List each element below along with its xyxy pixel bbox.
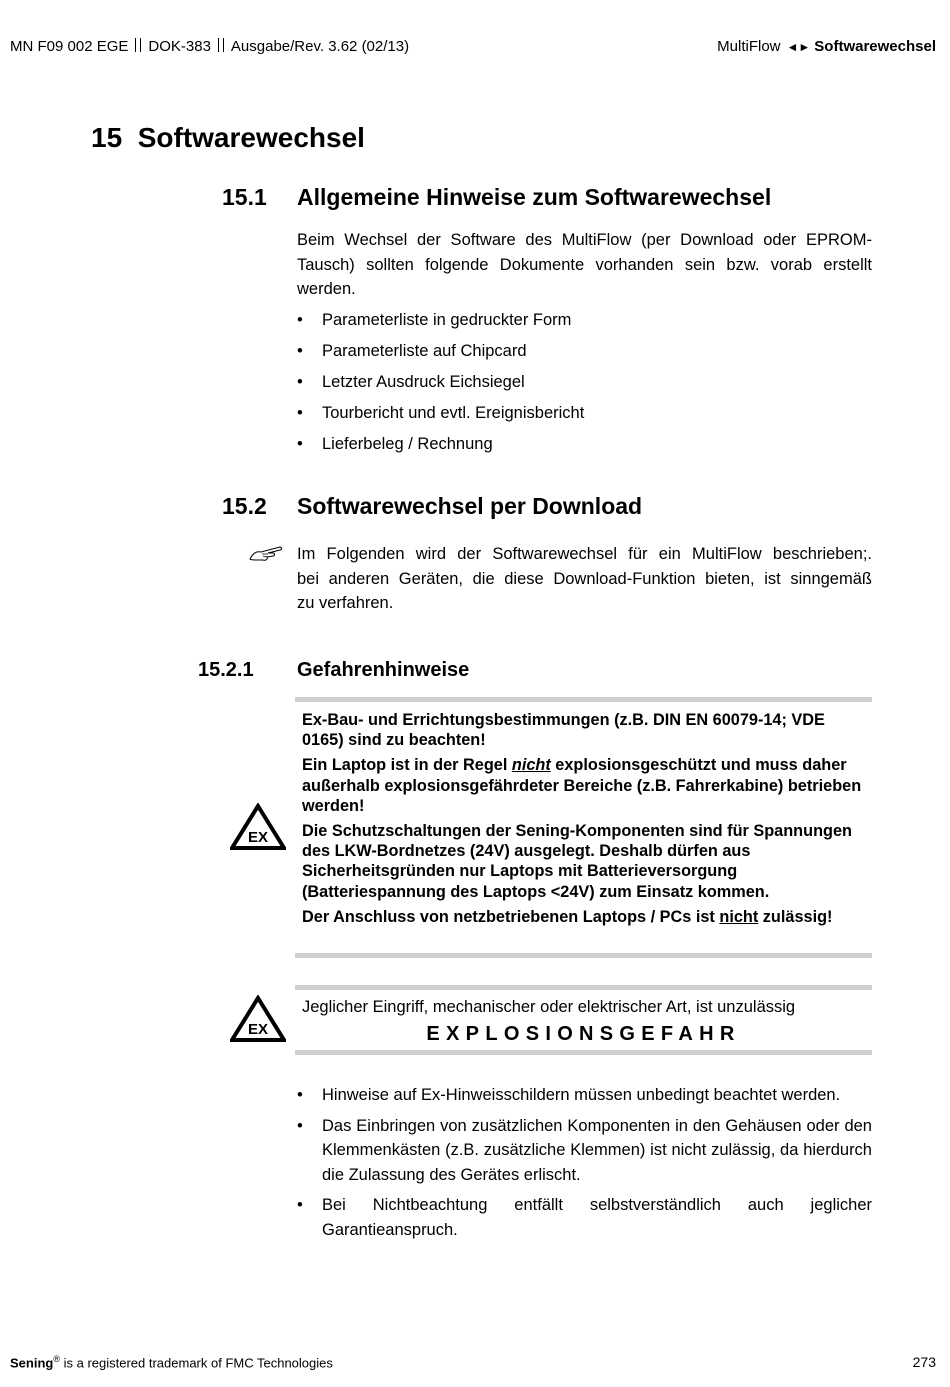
subsection-title: Gefahrenhinweise xyxy=(297,659,470,681)
page-header-left xyxy=(10,38,409,55)
bullet-icon: • xyxy=(297,1086,303,1104)
text-line: zu verfahren. xyxy=(297,594,394,613)
page-footer-trademark xyxy=(10,1354,333,1370)
bullet-icon: • xyxy=(297,1196,303,1215)
chapter-heading xyxy=(91,122,365,154)
section-title: Softwarewechsel per Download xyxy=(297,493,643,519)
section-number: 15.1 xyxy=(222,184,267,210)
dok-number: DOK-383 xyxy=(148,38,211,55)
list-item: • Hinweise auf Ex-Hinweisschildern müssen unbedingt beachtet werden. xyxy=(297,1083,872,1108)
warning-box-explosion xyxy=(295,985,872,1055)
text-line: Im Folgenden wird der Softwarewechsel für ein MultiFlow beschrieben;. xyxy=(297,545,872,563)
emphasis: nicht xyxy=(719,907,759,926)
warning-text: Die Schutzschaltungen der Sening-Komponenten sind für Spannungen des LKW-Bordnetzes (24V) ausgelegt. Deshalb dürfen aus Sicherheitsgründen nur Laptops mit Batterieversorgung (Batteriespannung des Laptops <24V) zum Einsatz kommen. xyxy=(302,822,852,901)
hand-pointing-icon xyxy=(249,544,283,562)
list-item: • Bei Nichtbeachtung entfällt selbstverständlich auch jeglicher Garantieanspruch. xyxy=(297,1193,872,1242)
trademark-text: is a registered trademark of FMC Technologies xyxy=(59,1355,333,1371)
text-line: Beim Wechsel der Software des MultiFlow (per Download oder EPROM- xyxy=(297,231,872,249)
header-separator xyxy=(218,38,224,52)
text-line: werden. xyxy=(297,280,356,299)
warning-text: Ex-Bau- und Errichtungsbestimmungen (z.B. DIN EN 60079-14; VDE 0165) sind zu beachten! xyxy=(302,711,825,750)
document-checklist xyxy=(297,308,872,463)
subsection-number: 15.2.1 xyxy=(198,659,254,681)
text-line: bei anderen Geräten, die diese Download-Funktion bieten, ist sinngemäß xyxy=(297,569,872,588)
product-name: MultiFlow xyxy=(717,38,781,55)
warning-text: Ein Laptop ist in der Regel nicht explosionsgeschützt und muss daher außerhalb explosionsgefährdeter Bereiche (z.B. Fahrerkabine) betrieben werden! xyxy=(302,756,862,815)
emphasis: nicht xyxy=(511,756,551,775)
bullet-icon: • xyxy=(297,435,303,453)
list-item: • Tourbericht und evtl. Ereignisbericht xyxy=(297,401,872,425)
bullet-icon: • xyxy=(297,404,303,422)
warning-text: Der Anschluss von netzbetriebenen Laptops / PCs ist nicht zulässig! xyxy=(302,907,833,926)
section-intro xyxy=(297,228,872,302)
list-item: • Lieferbeleg / Rechnung xyxy=(297,432,872,456)
brand-name: Sening xyxy=(10,1355,54,1371)
ex-icon-label: EX xyxy=(247,829,269,846)
bullet-icon: • xyxy=(297,342,303,360)
ex-warning-icon xyxy=(230,995,286,1043)
header-section: Softwarewechsel xyxy=(814,38,936,55)
warning-text: Jeglicher Eingriff, mechanischer oder elektrischer Art, ist unzulässig xyxy=(302,998,796,1016)
chapter-number: 15 xyxy=(91,122,123,153)
section-number: 15.2 xyxy=(222,493,267,519)
ex-warning-icon xyxy=(230,803,286,851)
bullet-icon: • xyxy=(297,311,303,329)
registered-mark: ® xyxy=(53,1354,60,1364)
chapter-title: Softwarewechsel xyxy=(137,122,365,153)
list-item: • Das Einbringen von zusätzlichen Komponenten in den Gehäusen oder den Klemmenkästen (z.B. zusätzliche Klemmen) ist nicht zulässig, da hierdurch die Zulassung des Gerätes erlischt. xyxy=(297,1114,872,1188)
section-title: Allgemeine Hinweise zum Softwarewechsel xyxy=(297,184,772,210)
list-item: • Letzter Ausdruck Eichsiegel xyxy=(297,370,872,394)
nav-arrows-icon: ◄► xyxy=(786,40,811,54)
warning-box-ex xyxy=(295,697,872,958)
page-header-right xyxy=(717,38,936,55)
doc-id: MN F09 002 EGE xyxy=(10,38,129,55)
download-note xyxy=(297,542,872,616)
header-separator xyxy=(135,38,141,52)
bullet-icon: • xyxy=(297,373,303,391)
ex-icon-label: EX xyxy=(247,1021,269,1038)
explosion-warning-label: EXPLOSIONSGEFAHR xyxy=(426,1023,741,1045)
list-item: • Parameterliste auf Chipcard xyxy=(297,339,872,363)
revision: Ausgabe/Rev. 3.62 (02/13) xyxy=(230,38,410,55)
hazard-list xyxy=(297,1083,872,1249)
text-line: Tausch) sollten folgende Dokumente vorhanden sein bzw. vorab erstellt xyxy=(297,255,872,274)
page-number: 273 xyxy=(912,1354,936,1370)
list-item: • Parameterliste in gedruckter Form xyxy=(297,308,872,332)
bullet-icon: • xyxy=(297,1116,303,1135)
